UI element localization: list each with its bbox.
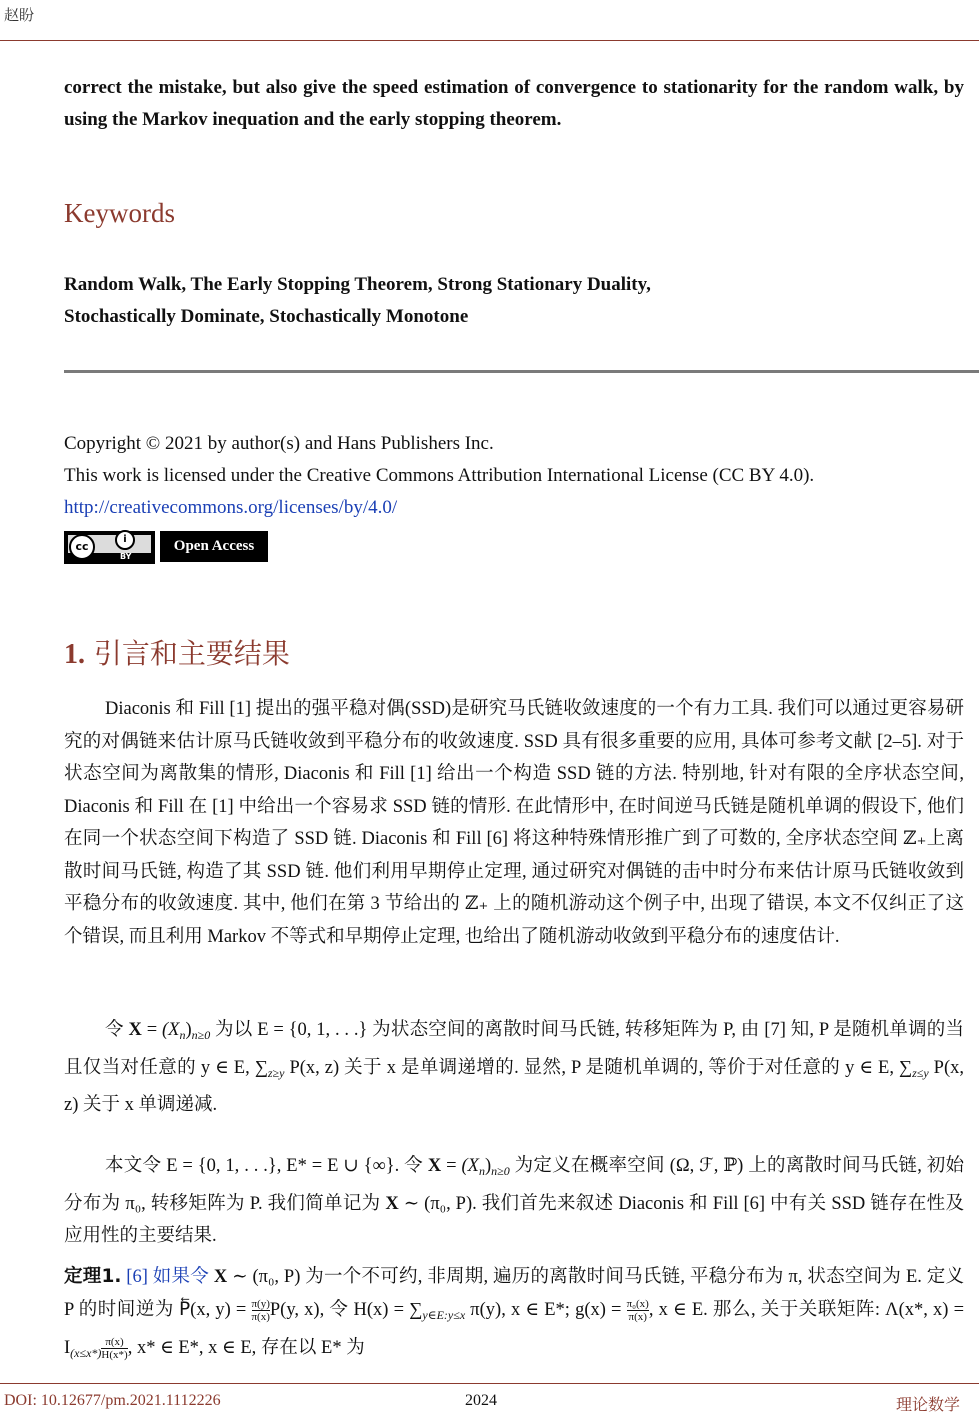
keywords-heading: Keywords <box>64 198 175 228</box>
cc-icon: cc <box>69 534 95 560</box>
running-head: 赵盼 <box>4 6 35 24</box>
license-block <box>64 428 969 524</box>
copyright-line: Copyright © 2021 by author(s) and Hans Publishers Inc. <box>64 433 494 454</box>
keywords-divider <box>64 370 979 373</box>
cc-by-label: BY <box>120 552 132 561</box>
theorem-1: 定理1. [6] 如果令 X ∼ (π₀, P) 为一个不可约, 非周期, 遍历的离散时间马氏链, 平稳分布为 π, 状态空间为 E. 定义 P 的时间逆为 P⃖(x, y) = $\frac{\pi(y)}{\pi(x)}$ P(y, x), 令 $H(x) = \sum_{y\in E:y\le x}$ π(y), x ∈ E*; g(x) = $\frac{\text{π₀(x)}}{\pi(x)}$ , x ∈ E. 那么, 关于关联矩阵: Λ(x*, $x) = I_{(x\le x*)}$ $\frac{\pi(x)}{H(x*)}$ , x* ∈ E*, x ∈ E, 存在以 E* 为 <box>64 1266 965 1362</box>
footer-doi[interactable]: DOI: 10.12677/pm.2021.1112226 <box>4 1392 221 1409</box>
header-rule <box>0 40 979 41</box>
footer-rule <box>0 1383 979 1384</box>
theorem-label: 定理1. <box>64 1266 122 1287</box>
section-title: 引言和主要结果 <box>93 637 290 670</box>
keywords-list <box>64 269 964 333</box>
intro-paragraph-2: 令 $X = (X_n)_{n\ge 0}$ 为以 E = {0, 1, . . .} 为状态空间的离散时间马氏链, 转移矩阵为 P, 由 [7] 知, P 是随机单调的当且仅当对任意的 y ∈ E, $\sum_{z\ge y}$ P(x, z) 关于 x 是单调递增的. 显然, P 是随机单调的, 等价于对任意的 y ∈ E, $\sum_{z\le y}$ P(x, z) 关于 x 单调递减. <box>64 1020 965 1115</box>
fraction: $\frac{\pi(y)}{\pi(x)}$ <box>251 1298 270 1324</box>
fraction: $\frac{\pi(x)}{H(x*)}$ <box>101 1336 128 1362</box>
cc-by-badge[interactable] <box>64 531 155 564</box>
intro-paragraph-1: Diaconis 和 Fill [1] 提出的强平稳对偶(SSD)是研究马氏链收敛速度的一个有力工具. 我们可以通过更容易研究的对偶链来估计原马氏链收敛到平稳分布的收敛速度. SSD 具有很多重要的应用, 具体可参考文献 [2–5]. 对于状态空间为离散集的情形, Diaconis 和 Fill [1] 给出一个构造 SSD 链的方法. 特别地, 针对有限的全序状态空间, Diaconis 和 Fill 在 [1] 中给出一个容易求 SSD 链的情形. 在此情形中, 在时间逆马氏链是随机单调的假设下, 他们在同一个状态空间下构造了 SSD 链. Diaconis 和 Fill [6] 将这种特殊情形推广到了可数的, 全序状态空间 ℤ₊上离散时间马氏链, 构造了其 SSD 链. 他们利用早期停止定理, 通过研究对偶链的击中时分布来估计原马氏链收敛到平稳分布的收敛速度. 其中, 他们在第 3 节给出的 ℤ₊ 上的随机游动这个例子中, 出现了错误, 本文不仅纠正了这个错误, 而且利用 Markov 不等式和早期停止定理, 也给出了随机游动收敛到平稳分布的速度估计. <box>64 699 964 947</box>
intro-paragraph-3: 本文令 E = {0, 1, . . .}, E* = E ∪ {∞}. 令 $X = (X_n)_{n\ge 0}$ 为定义在概率空间 (Ω, ℱ, ℙ) 上的离散时间马氏链, 初始分布为 π₀, 转移矩阵为 P. 我们简单记为 X ∼ (π₀, P). 我们首先来叙述 Diaconis 和 Fill [6] 中有关 SSD 链存在性及应用性的主要结果. <box>64 1156 965 1246</box>
section-number: 1. <box>64 639 85 670</box>
fraction: $\frac{\text{π₀(x)}}{\pi(x)}$ <box>626 1298 649 1324</box>
license-statement: This work is licensed under the Creative Commons Attribution International License (CC BY 4.0). <box>64 465 815 486</box>
open-access-badge[interactable]: Open Access <box>160 531 268 562</box>
section-heading <box>64 632 290 672</box>
keywords-line-2: Stochastically Dominate, Stochastically Monotone <box>64 306 469 327</box>
license-link[interactable]: http://creativecommons.org/licenses/by/4.0/ <box>64 497 398 518</box>
journal-name: 理论数学 <box>896 1395 961 1414</box>
abstract-continuation: correct the mistake, but also give the speed estimation of convergence to stationarity for the random walk, by using the Markov inequation and the early stopping theorem. <box>64 77 964 130</box>
person-icon: i <box>115 530 135 550</box>
keywords-line-1: Random Walk, The Early Stopping Theorem, Strong Stationary Duality, <box>64 274 651 295</box>
page-number: 2024 <box>465 1392 497 1409</box>
